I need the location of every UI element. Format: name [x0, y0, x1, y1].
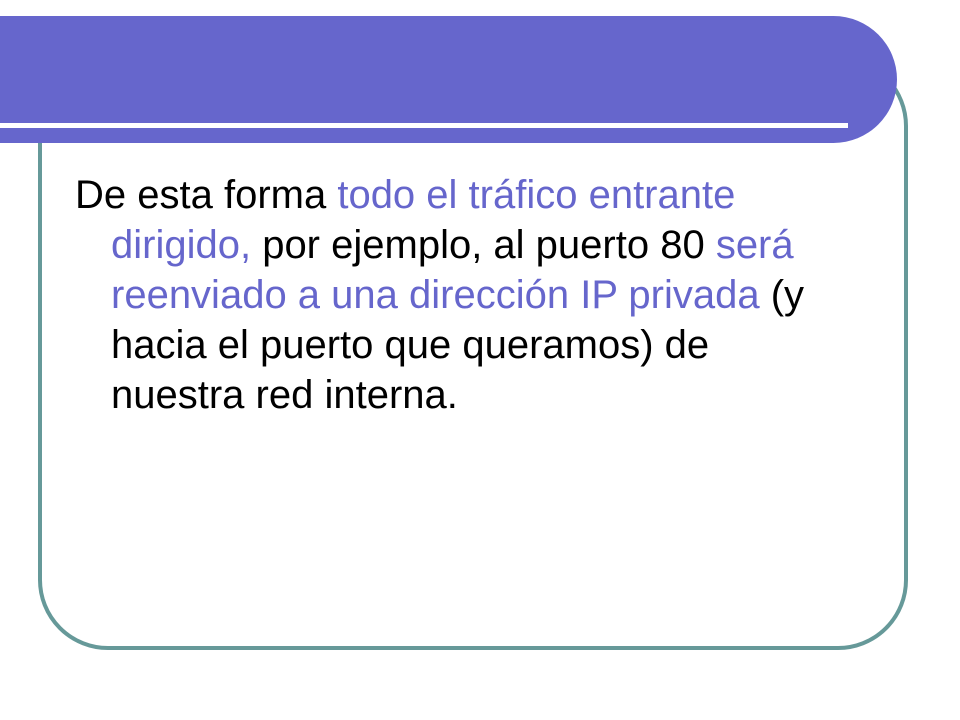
text-segment: dirigido, — [111, 223, 252, 267]
text-segment: hacia el puerto que queramos) de — [111, 323, 710, 367]
text-segment: nuestra red interna. — [111, 373, 458, 417]
header-underline — [0, 123, 848, 128]
text-segment: será — [715, 223, 794, 267]
text-line — [111, 320, 855, 370]
text-segment: (y — [759, 273, 805, 317]
text-segment: De esta forma — [75, 173, 338, 217]
text-segment: todo el tráfico entrante — [337, 173, 736, 217]
text-segment: por ejemplo, al puerto 80 — [251, 223, 716, 267]
text-line — [111, 220, 855, 270]
body-text — [75, 170, 855, 420]
text-segment: reenviado a una dirección IP privada — [111, 273, 760, 317]
text-line — [75, 170, 855, 220]
text-line — [111, 270, 855, 320]
text-line — [111, 370, 855, 420]
